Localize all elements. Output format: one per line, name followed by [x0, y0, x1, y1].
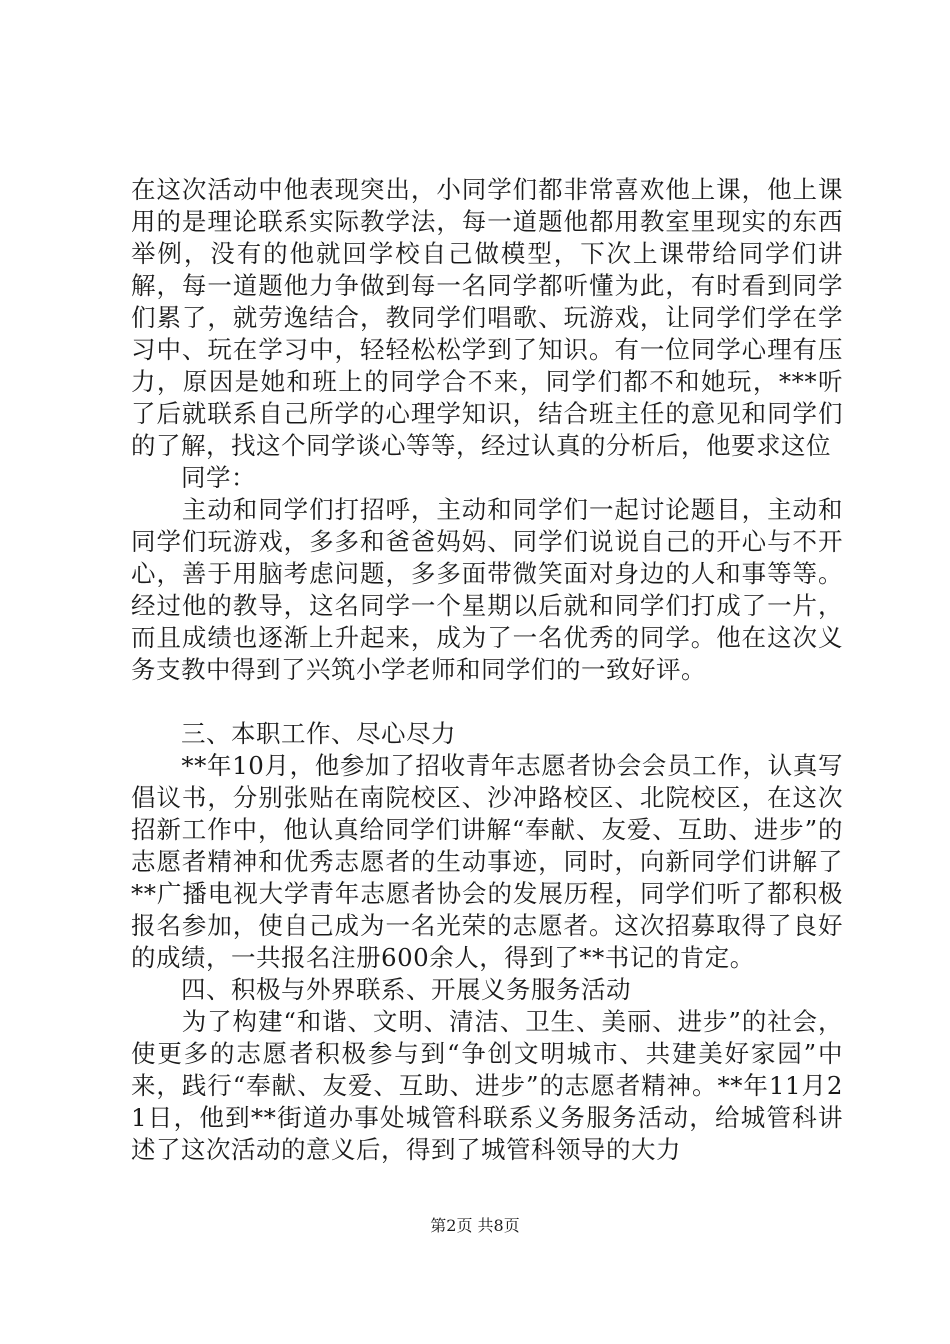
page-number-footer: 第2页 共8页	[430, 1216, 520, 1235]
paragraph-advice: 主动和同学们打招呼，主动和同学们一起讨论题目，主动和同学们玩游戏，多多和爸爸妈妈、同学们说说自己的开心与不开心，善于用脑考虑问题，多多面带微笑面对身边的人和事等等。经过他的教导，这名同学一个星期以后就和同学们打成了一片，而且成绩也逐渐上升起来，成为了一名优秀的同学。他在这次义务支教中得到了兴筑小学老师和同学们的一致好评。	[131, 495, 843, 684]
section-heading-4: 四、积极与外界联系、开展义务服务活动	[131, 975, 631, 1004]
paragraph-classmate-label: 同学：	[131, 463, 256, 492]
paragraph-activity-performance: 在这次活动中他表现突出，小同学们都非常喜欢他上课，他上课用的是理论联系实际教学法，每一道题他都用教室里现实的东西举例，没有的他就回学校自己做模型，下次上课带给同学们讲解，每一道题他力争做到每一名同学都听懂为此，有时看到同学们累了，就劳逸结合，教同学们唱歌、玩游戏，让同学们学在学习中、玩在学习中，轻轻松松学到了知识。有一位同学心理有压力，原因是她和班上的同学合不来，同学们都不和她玩，***听了后就联系自己所学的心理学知识，结合班主任的意见和同学们的了解，找这个同学谈心等等，经过认真的分析后，他要求这位	[131, 175, 843, 460]
paragraph-outreach: 为了构建“和谐、文明、清洁、卫生、美丽、进步”的社会，使更多的志愿者积极参与到“争创文明城市、共建美好家园”中来，践行“奉献、友爱、互助、进步”的志愿者精神。**年11月21日，他到**街道办事处城管科联系义务服务活动，给城管科讲述了这次活动的意义后，得到了城管科领导的大力	[131, 1007, 843, 1164]
document-body	[131, 174, 843, 1166]
paragraph-recruitment: **年10月，他参加了招收青年志愿者协会会员工作，认真写倡议书，分别张贴在南院校区、沙冲路校区、北院校区，在这次招新工作中，他认真给同学们讲解“奉献、友爱、互助、进步”的志愿者精神和优秀志愿者的生动事迹，同时，向新同学们讲解了**广播电视大学青年志愿者协会的发展历程，同学们听了都积极报名参加，使自己成为一名光荣的志愿者。这次招募取得了良好的成绩，一共报名注册600余人，得到了**书记的肯定。	[131, 751, 843, 972]
section-heading-3: 三、本职工作、尽心尽力	[131, 719, 456, 748]
blank-line	[131, 686, 843, 718]
